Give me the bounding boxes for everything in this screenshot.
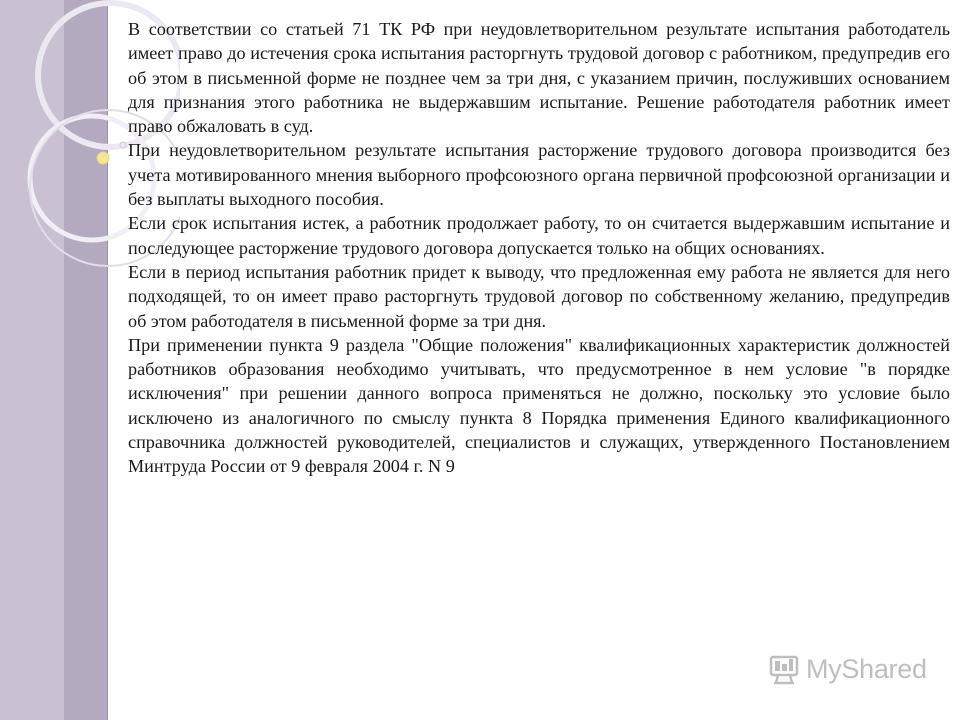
paragraph-3: Если срок испытания истек, а работник продолжает работу, то он считается выдержавшим испытание и последующее расторжение трудового договора допускается только на общих основаниях. <box>128 213 950 258</box>
paragraph-1: В соответствии со статьей 71 ТК РФ при неудовлетворительном результате испытания работодатель имеет право до истечения срока испытания расторгнуть трудовой договор с работником, предупредив его об этом в письменной форме не позднее чем за три дня, с указанием причин, послуживших основанием для признания этого работника не выдержавшим испытание. Решение работодателя работник имеет право обжаловать в суд. <box>128 19 950 137</box>
paragraph-5: При применении пункта 9 раздела "Общие положения" квалификационных характеристик должностей работников образования необходимо учитывать, что предусмотренное в нем условие "в порядке исключения" при решении данного вопроса применяться не должно, поскольку это условие было исключено из аналогичного по смыслу пункта 8 Порядка применения Единого квалификационного справочника должностей руководителей, специалистов и служащих, утвержденного Постановлением Минтруда России от 9 февраля 2004 г. N 9 <box>128 334 950 477</box>
mysharedlogo-icon <box>768 655 800 685</box>
watermark-text: MyShared <box>806 654 927 684</box>
paragraph-2: При неудовлетворительном результате испытания расторжение трудового договора производится без учета мотивированного мнения выборного профсоюзного органа первичной профсоюзной организации и без выплаты выходного пособия. <box>128 140 950 210</box>
paragraph-4: Если в период испытания работник придет к выводу, что предложенная ему работа не является для него подходящей, то он имеет право расторгнуть трудовой договор по собственному желанию, предупредив об этом работодателя в письменной форме за три дня. <box>128 261 950 331</box>
accent-dot <box>97 152 109 164</box>
myshared-watermark <box>768 654 927 685</box>
document-body <box>128 17 950 479</box>
